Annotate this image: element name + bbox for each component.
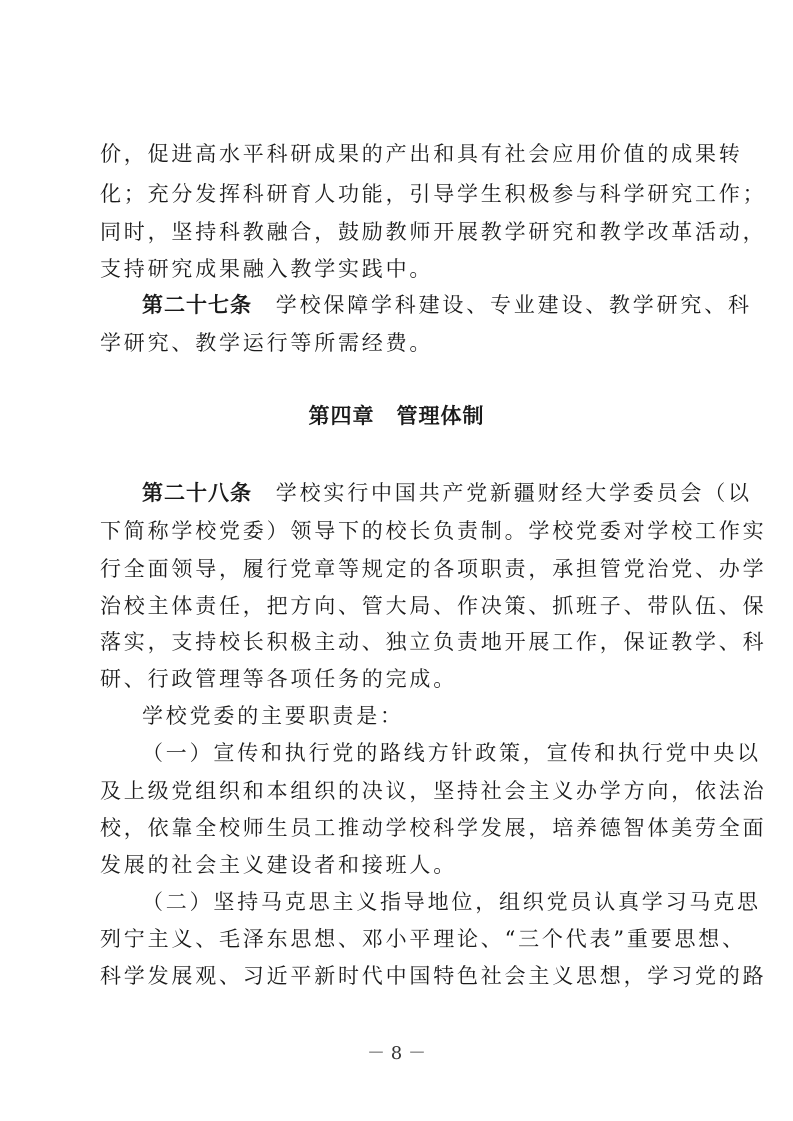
body-line: （一）宣传和执行党的路线方针政策，宣传和执行党中央以 [142,741,761,765]
article-27-label: 第二十七条 [142,292,252,317]
body-line: （二）坚持马克思主义指导地位，组织党员认真学习马克思 [142,890,761,914]
body-line: 同时，坚持科教融合，鼓励教师开展教学研究和教学改革活动， [100,220,767,244]
article-28-line [142,479,752,507]
body-line: 治校主体责任，把方向、管大局、作决策、抓班子、带队伍、保 [100,594,767,618]
body-line: 价，促进高水平科研成果的产出和具有社会应用价值的成果转 [100,142,743,166]
page-number: － 8 － [367,1043,426,1064]
body-line: 列宁主义、毛泽东思想、邓小平理论、“三个代表”重要思想、 [100,927,746,951]
article-27-text: 学校保障学科建设、专业建设、教学研究、科 [252,293,752,317]
body-line: 落实，支持校长积极主动、独立负责地开展工作，保证教学、科 [100,630,767,654]
body-line: 发展的社会主义建设者和接班人。 [100,853,457,877]
body-line: 校，依靠全校师生员工推动学校科学发展，培养德智体美劳全面 [100,816,767,840]
body-line: 化；充分发挥科研育人功能，引导学生积极参与科学研究工作； [100,182,767,206]
body-line: 及上级党组织和本组织的决议，坚持社会主义办学方向，依法治 [100,779,767,803]
body-line: 行全面领导，履行党章等规定的各项职责，承担管党治党、办学 [100,557,767,581]
body-line: 学研究、教学运行等所需经费。 [100,331,434,355]
body-line: 下简称学校党委）领导下的校长负责制。学校党委对学校工作实 [100,519,767,543]
article-28-text: 学校实行中国共产党新疆财经大学委员会（以 [252,481,752,505]
article-27-line [142,291,752,319]
article-28-label: 第二十八条 [142,480,252,505]
body-line: 研、行政管理等各项任务的完成。 [100,667,457,691]
body-line: 支持研究成果融入教学实践中。 [100,257,434,281]
body-line: 科学发展观、习近平新时代中国特色社会主义思想，学习党的路 [100,964,767,988]
body-line: 学校党委的主要职责是： [142,704,404,728]
chapter-heading: 第四章 管理体制 [308,404,485,428]
